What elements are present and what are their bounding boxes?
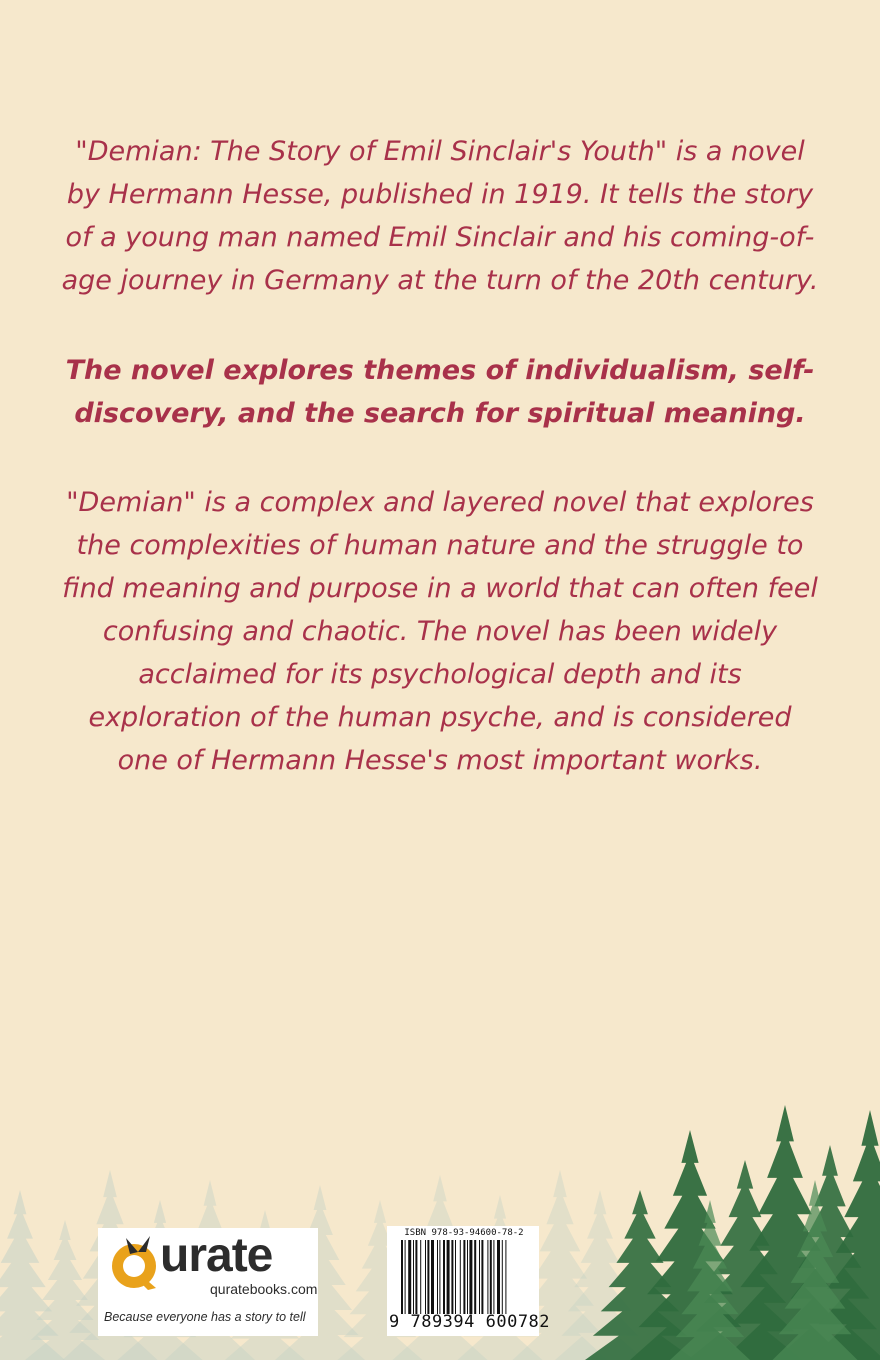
barcode-bar bbox=[467, 1240, 468, 1314]
barcode-bar bbox=[415, 1240, 417, 1314]
barcode-bar bbox=[505, 1240, 506, 1314]
qurate-logo-icon bbox=[104, 1232, 164, 1292]
barcode-bar bbox=[413, 1240, 414, 1314]
barcode-bar bbox=[493, 1240, 494, 1314]
barcode-bar bbox=[502, 1240, 503, 1314]
barcode-bar bbox=[439, 1240, 440, 1314]
barcode-bar bbox=[497, 1240, 500, 1314]
barcode-bar bbox=[469, 1240, 472, 1314]
isbn-barcode bbox=[387, 1226, 551, 1336]
barcode-bar bbox=[425, 1240, 426, 1314]
barcode-bar bbox=[451, 1240, 453, 1314]
barcode-bar bbox=[447, 1240, 450, 1314]
blurb-paragraph-1: "Demian: The Story of Emil Sinclair's Youth" is a novel by Hermann Hesse, published in 1919. It tells the story of a young man named Emil Sinclair and his coming-of-age journey in Germany at the turn of the 20th century. bbox=[61, 136, 819, 296]
barcode-bar bbox=[479, 1240, 480, 1314]
publisher-logo bbox=[98, 1228, 318, 1336]
barcode-bar bbox=[437, 1240, 438, 1314]
isbn-digits: 9 789394 600782 bbox=[389, 1312, 551, 1332]
barcode-bar bbox=[420, 1240, 421, 1314]
barcode-bar bbox=[474, 1240, 476, 1314]
barcode-bar bbox=[463, 1240, 465, 1314]
barcode-bar bbox=[427, 1240, 429, 1314]
barcode-bar bbox=[443, 1240, 445, 1314]
barcode-bar bbox=[481, 1240, 483, 1314]
blurb-paragraph-3: "Demian" is a complex and layered novel that explores the complexities of human nature and the struggle to find meaning and purpose in a world that can often feel confusing and chaotic. The novel has been widely acclaimed for its psychological depth and its exploration of the human psyche, and is considered one of Hermann Hesse's most important works. bbox=[62, 487, 818, 776]
barcode-bar bbox=[401, 1240, 403, 1314]
barcode-bar bbox=[487, 1240, 488, 1314]
publisher-name: urate bbox=[160, 1229, 273, 1282]
publisher-url: quratebooks.com bbox=[210, 1281, 318, 1297]
barcode-bar bbox=[405, 1240, 406, 1314]
isbn-label: ISBN 978-93-94600-78-2 bbox=[404, 1228, 524, 1238]
barcode-bar bbox=[455, 1240, 456, 1314]
barcode-bar bbox=[431, 1240, 434, 1314]
barcode-bar bbox=[408, 1240, 411, 1314]
barcode-icon bbox=[401, 1240, 535, 1314]
barcode-bar bbox=[490, 1240, 492, 1314]
publisher-tagline: Because everyone has a story to tell bbox=[104, 1310, 306, 1324]
blurb-paragraph-2: The novel explores themes of individualism, self-discovery, and the search for spiritual meaning. bbox=[65, 355, 815, 429]
barcode-bar bbox=[460, 1240, 461, 1314]
